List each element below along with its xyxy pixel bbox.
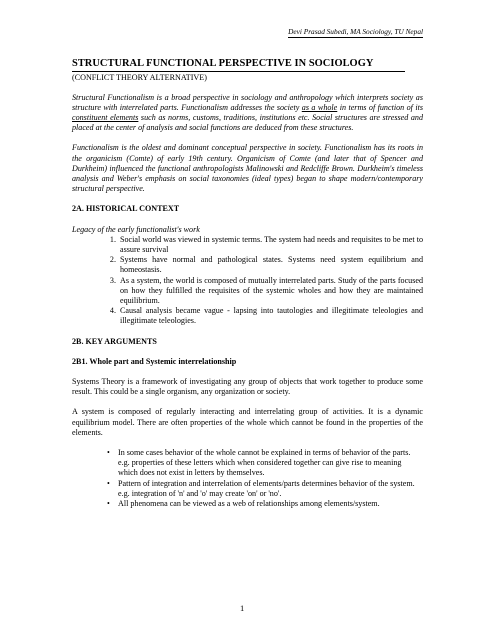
list-item [107,499,423,509]
intro-p1-text-c: such as norms, customs, traditions, institutions etc. Social structures are stressed and placed at the center of analysis and social functions are deduced from these structures. [72,112,423,133]
document-title: STRUCTURAL FUNCTIONAL PERSPECTIVE IN SOCIOLOGY [72,58,405,72]
historical-context-list [72,235,423,327]
list-item: 3. As a system, the world is composed of mutually interrelated parts. Study of the parts focused on how they fulfilled the requisites of the systemic wholes and how they are maintained equilibrium. [118,276,423,307]
intro-p1-text-a: Structural Functionalism is a broad perspective in sociology and anthropology which interprets society as structure with interrelated parts. Functionalism addresses the society [72,92,423,112]
list-item: 4. Causal analysis became vague - lapsing into tautologies and illegitimate teleologies and illegitimate teleologies. [118,306,423,326]
key-arguments-bullet-list [72,448,423,509]
bullet-icon: • [107,478,110,488]
bullet-text: Pattern of integration and interrelation of elements/parts determines behavior of the system. e.g. integration of 'n' and 'o' may create 'on' or 'no'. [118,478,415,498]
document-subtitle: (CONFLICT THEORY ALTERNATIVE) [72,72,207,82]
intro-p1-underline-1: as a whole [301,102,338,112]
list-item: 2. Systems have normal and pathological states. Systems need system equilibrium and homeostasis. [118,255,423,275]
section-2b-heading: 2B. KEY ARGUMENTS [72,336,157,346]
page-number: 1 [240,603,245,613]
section-2a-heading: 2A. HISTORICAL CONTEXT [72,204,180,214]
bullet-icon: • [107,499,110,508]
intro-paragraph-1 [72,93,423,134]
intro-p1-underline-2: constituent elements [72,112,139,122]
section-2b1-heading: 2B1. Whole part and Systemic interrelationship [72,356,237,366]
running-header: Devi Prasad Subedi, MA Sociology, TU Nepal [288,27,423,36]
intro-paragraph-2: Functionalism is the oldest and dominant conceptual perspective in society. Functionalism has its roots in the organicism (Comte) of early 19th century. Organicism of Comte (and later that of Spencer and Durkheim) influenced the functional anthropologists Malinowski and Redcliffe Brown. Durkheim's timeless analysis and Weber's emphasis on social taxonomies (ideal types) began to shape modern/contemporary structural perspective. [72,143,423,194]
bullet-text: All phenomena can be viewed as a web of relationships among elements/system. [118,499,380,508]
systems-theory-paragraph: Systems Theory is a framework of investigating any group of objects that work together to produce some result. This could be a single organism, any organization or society. [72,376,423,397]
section-2a-lead: Legacy of the early functionalist's work [72,224,200,234]
system-definition-paragraph: A system is composed of regularly interacting and interrelating group of activities. It is a dynamic equilibrium model. There are often properties of the whole which cannot be found in the properties of the elements. [72,407,423,437]
bullet-text: In some cases behavior of the whole cannot be explained in terms of behavior of the parts. e.g. properties of these letters which when considered together can give rise to meaning which does not exist in letters by themselves. [118,447,411,478]
document-body [72,58,423,509]
list-item [107,478,423,499]
bullet-icon: • [107,447,110,457]
list-item [107,447,423,479]
list-item: 1. Social world was viewed in systemic terms. The system had needs and requisites to be met to assure survival [118,235,423,255]
intro-p1-text-b: in terms of function of its [337,102,424,112]
